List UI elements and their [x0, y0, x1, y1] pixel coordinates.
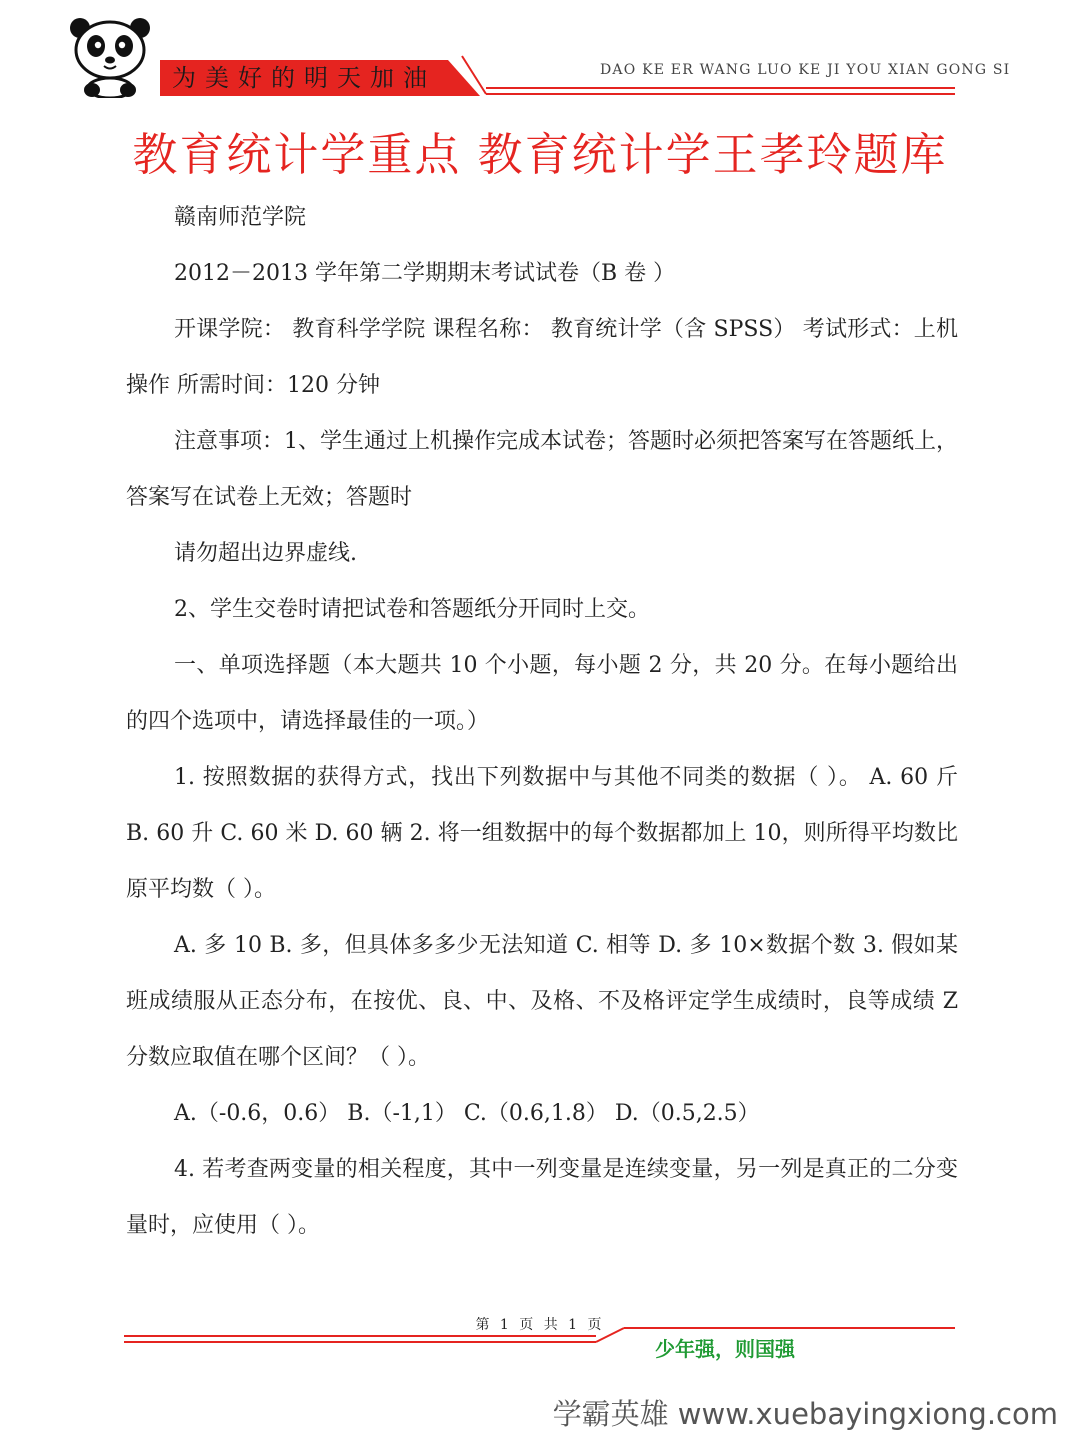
watermark: 学霸英雄 www.xuebayingxiong.com [552, 1397, 1058, 1431]
question-4: 4. 若考查两变量的相关程度，其中一列变量是连续变量，另一列是真正的二分变量时，应使用（ ）。 [126, 1157, 958, 1238]
document-body [126, 190, 958, 1254]
footer-slogan: 少年强，则国强 [655, 1337, 795, 1361]
page-number: 第 1 页 共 1 页 [475, 1317, 605, 1333]
question-1-2: 1. 按照数据的获得方式，找出下列数据中与其他不同类的数据（ ）。 A. 60 斤 B. 60 升 C. 60 米 D. 60 辆 2. 将一组数据中的每个数据都加上 10，则所得平均数比原平均数（ ）。 [126, 765, 958, 902]
notice-1: 注意事项：1、学生通过上机操作完成本试卷；答题时必须把答案写在答题纸上，答案写在试卷上无效；答题时 [126, 429, 958, 510]
header-rule [0, 0, 1080, 110]
company-name: DAO KE ER WANG LUO KE JI YOU XIAN GONG SI [600, 62, 1011, 78]
notice-1-cont: 请勿超出边界虚线. [174, 541, 357, 566]
school-name: 赣南师范学院 [174, 205, 307, 230]
exam-term: 2012－2013 学年第二学期期末考试试卷（B 卷 ） [174, 261, 676, 286]
notice-2: 2、学生交卷时请把试卷和答题纸分开同时上交。 [174, 597, 650, 622]
header-slogan: 为美好的明天加油 [172, 64, 436, 92]
section-heading: 一、单项选择题（本大题共 10 个小题，每小题 2 分，共 20 分。在每小题给出的四个选项中，请选择最佳的一项。） [126, 653, 958, 734]
document-title: 教育统计学重点 教育统计学王孝玲题库 [132, 128, 948, 181]
question-2-3: A. 多 10 B. 多，但具体多多少无法知道 C. 相等 D. 多 10×数据个数 3. 假如某班成绩服从正态分布，在按优、良、中、及格、不及格评定学生成绩时，良等成绩 Z 分数应取值在哪个区间？（ ）。 [126, 933, 958, 1070]
question-3-options: A.（-0.6，0.6） B.（-1,1） C.（0.6,1.8） D.（0.5,2.5） [174, 1101, 760, 1126]
footer-rule [0, 1320, 1080, 1360]
course-info: 开课学院： 教育科学学院 课程名称： 教育统计学（含 SPSS） 考试形式：上机操作 所需时间：120 分钟 [126, 317, 958, 398]
